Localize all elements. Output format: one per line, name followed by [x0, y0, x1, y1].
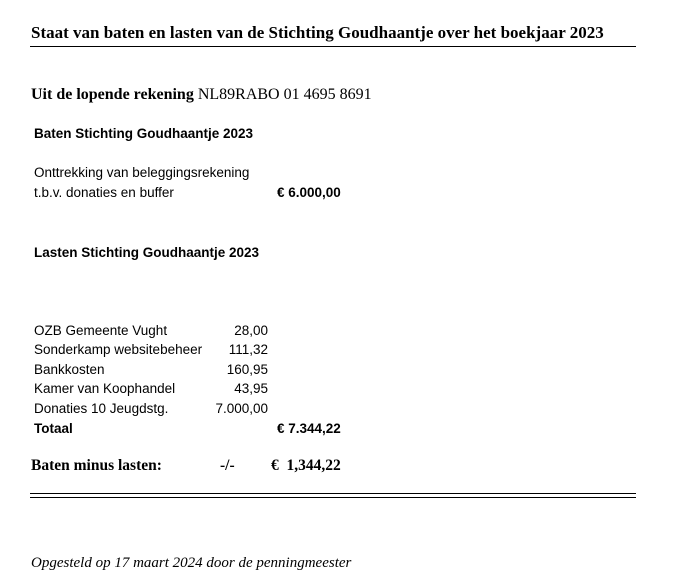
expense-amount: 160,95: [226, 362, 268, 377]
expense-amount: 111,32: [228, 342, 268, 357]
expense-label: Kamer van Koophandel: [34, 381, 176, 396]
title-underline: [30, 46, 636, 47]
double-rule-top: [30, 493, 636, 494]
account-label: Uit de lopende rekening: [31, 86, 194, 103]
result-label: Baten minus lasten:: [31, 457, 162, 474]
income-amount: € 6.000,00: [277, 185, 341, 200]
expenses-heading: Lasten Stichting Goudhaantje 2023: [34, 245, 260, 260]
expenses-total-label: Totaal: [34, 421, 73, 436]
expenses-total-amount: € 7.344,22: [277, 421, 341, 436]
income-item-line1: Onttrekking van beleggingsrekening: [34, 165, 250, 180]
document-title: Staat van baten en lasten van de Stichting Goudhaantje over het boekjaar 2023: [31, 23, 604, 42]
result-amount: € 1,344,22: [271, 457, 341, 474]
income-heading: Baten Stichting Goudhaantje 2023: [34, 126, 254, 141]
expense-label: Donaties 10 Jeugdstg.: [34, 401, 169, 416]
income-item-line2: t.b.v. donaties en buffer: [34, 185, 174, 200]
expense-label: Bankkosten: [34, 362, 105, 377]
expense-label: Sonderkamp websitebeheer: [34, 342, 203, 357]
footer-note: Opgesteld op 17 maart 2024 door de penningmeester: [31, 555, 352, 571]
result-sign: -/-: [220, 457, 235, 474]
account-number: NL89RABO 01 4695 8691: [197, 86, 372, 103]
account-line: [31, 86, 372, 104]
expense-amount: 43,95: [234, 381, 268, 396]
double-rule-bottom: [30, 497, 636, 498]
expense-amount: 7.000,00: [215, 401, 268, 416]
expense-label: OZB Gemeente Vught: [34, 323, 168, 338]
expense-amount: 28,00: [234, 323, 268, 338]
